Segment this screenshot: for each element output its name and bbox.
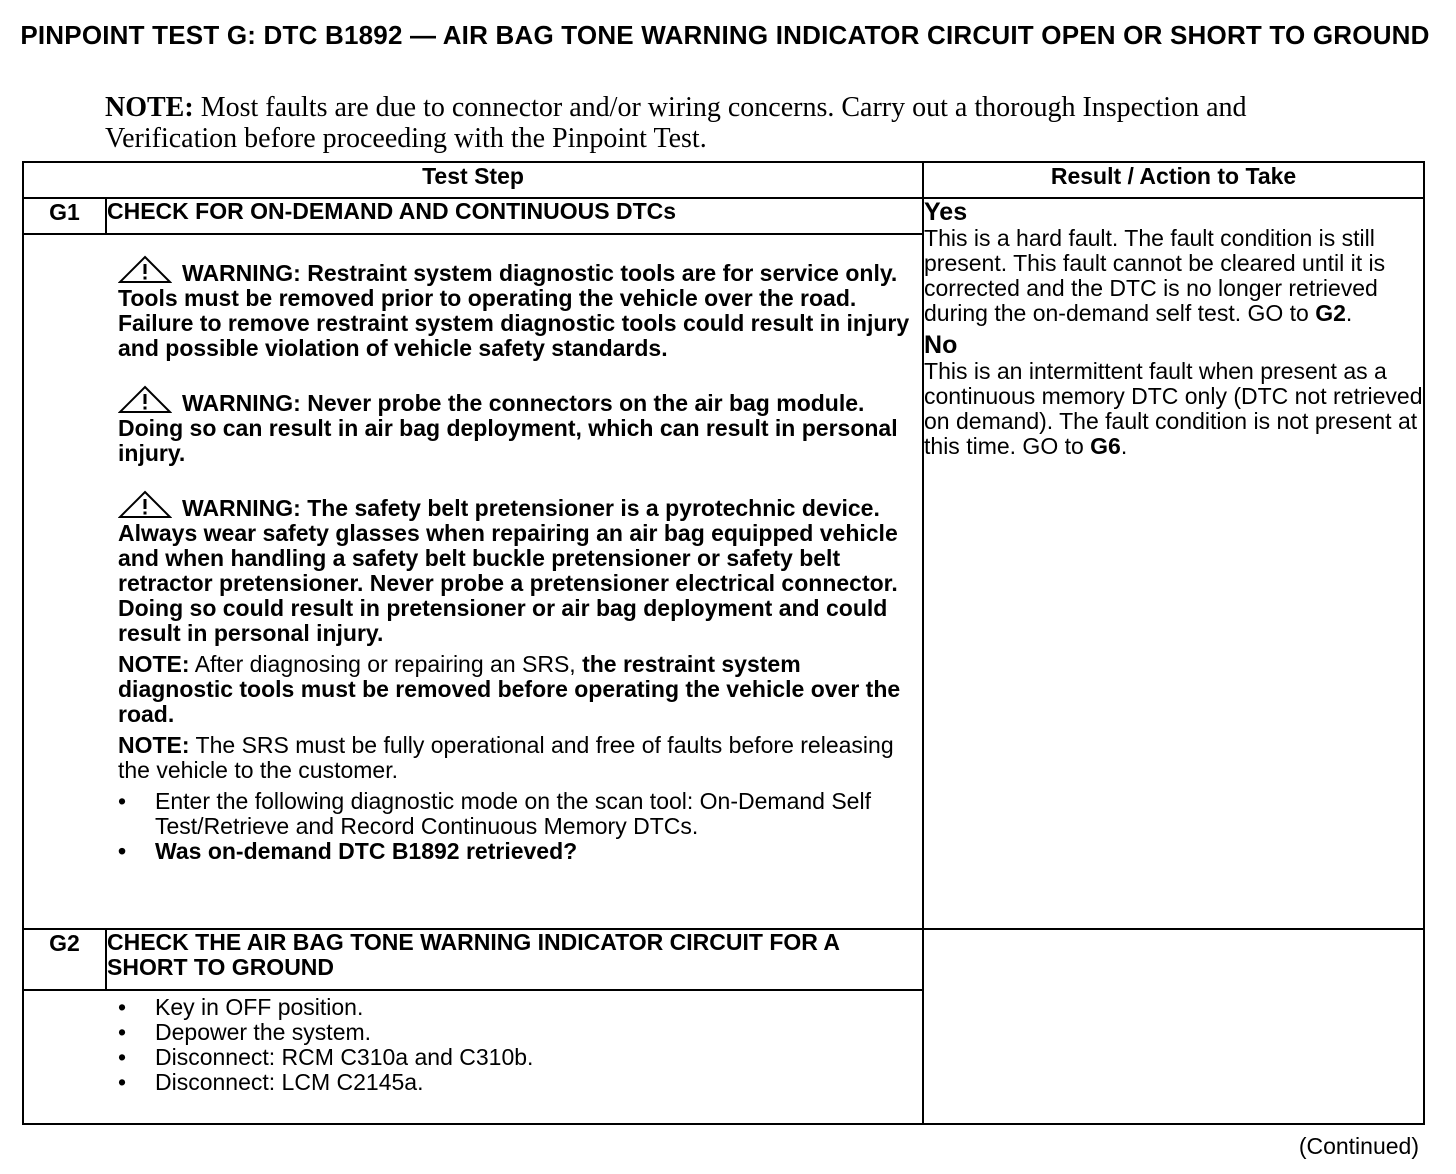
list-item: • Disconnect: LCM C2145a. [118,1070,922,1095]
result-no-goto: G6 [1090,433,1121,459]
note-2: NOTE: The SRS must be fully operational and free of faults before releasing the vehicle to the customer. [118,732,894,783]
top-note [105,92,1255,154]
warning-3: WARNING: The safety belt pretensioner is a pyrotechnic device. Always wear safety glasses when repairing an air bag equipped vehicle and when handling a safety belt buckle pretensioner or safety belt retractor pretensioner. Never probe a pretensioner electrical connector. Doing so could result in pretensioner or air bag deployment and could result in personal injury. [118,490,922,646]
note-1: NOTE: After diagnosing or repairing an SRS, the restraint system diagnostic tools must be removed before operating the vehicle over the road. [118,651,901,727]
step-g2-title: CHECK THE AIR BAG TONE WARNING INDICATOR CIRCUIT FOR A SHORT TO GROUND [106,929,923,990]
table-header-row [23,162,1424,198]
step-g2-title-row [23,929,1424,990]
step-g1-result [923,198,1424,929]
step-g1-body [23,234,923,929]
header-test-step: Test Step [23,162,923,198]
list-item: • Key in OFF position. [118,995,922,1020]
step-g1-bullets [118,789,922,864]
top-note-text: Most faults are due to connector and/or wiring concerns. Carry out a thorough Inspection and Verification before proceeding with the Pinpoint Test. [105,92,1247,154]
step-g1-title-row [23,198,1424,234]
step-g1-question: • Was on-demand DTC B1892 retrieved? [118,839,922,864]
warning-triangle-icon [118,255,172,285]
list-item: • Disconnect: RCM C310a and C310b. [118,1045,922,1070]
result-yes-label: Yes [924,198,968,226]
warning-triangle-icon [118,490,172,520]
page-title: PINPOINT TEST G: DTC B1892 — AIR BAG TONE WARNING INDICATOR CIRCUIT OPEN OR SHORT TO GROUND [20,20,1430,50]
result-yes-text: This is a hard fault. The fault condition is still present. This fault cannot be cleared until it is corrected and the DTC is no longer retrieved during the on-demand self test. GO to G2. [924,225,1386,326]
list-item: • Depower the system. [118,1020,922,1045]
pinpoint-test-table [22,161,1425,1125]
step-g2-body [23,990,923,1124]
continued-label: (Continued) [1298,1133,1419,1159]
step-g2-result [923,929,1424,1124]
result-no-label: No [924,331,958,359]
step-g2-id: G2 [23,929,106,990]
header-result-action: Result / Action to Take [923,162,1424,198]
warning-triangle-icon [118,385,172,415]
warning-1: WARNING: Restraint system diagnostic tools are for service only. Tools must be removed prior to operating the vehicle over the road. Failure to remove restraint system diagnostic tools could result in injury and possible violation of vehicle safety standards. [118,255,922,361]
top-note-label: NOTE: [105,92,194,123]
list-item: • Enter the following diagnostic mode on the scan tool: On-Demand Self Test/Retrieve and Record Continuous Memory DTCs. [118,789,922,839]
warning-2: WARNING: Never probe the connectors on the air bag module. Doing so can result in air bag deployment, which can result in personal injury. [118,385,922,466]
step-g2-bullets [118,995,922,1095]
step-g1-title: CHECK FOR ON-DEMAND AND CONTINUOUS DTCs [106,198,923,234]
result-yes-goto: G2 [1315,300,1346,326]
step-g1-id: G1 [23,198,106,234]
result-no-text: This is an intermittent fault when present as a continuous memory DTC only (DTC not retrieved on demand). The fault condition is not present at this time. GO to G6. [924,358,1423,459]
